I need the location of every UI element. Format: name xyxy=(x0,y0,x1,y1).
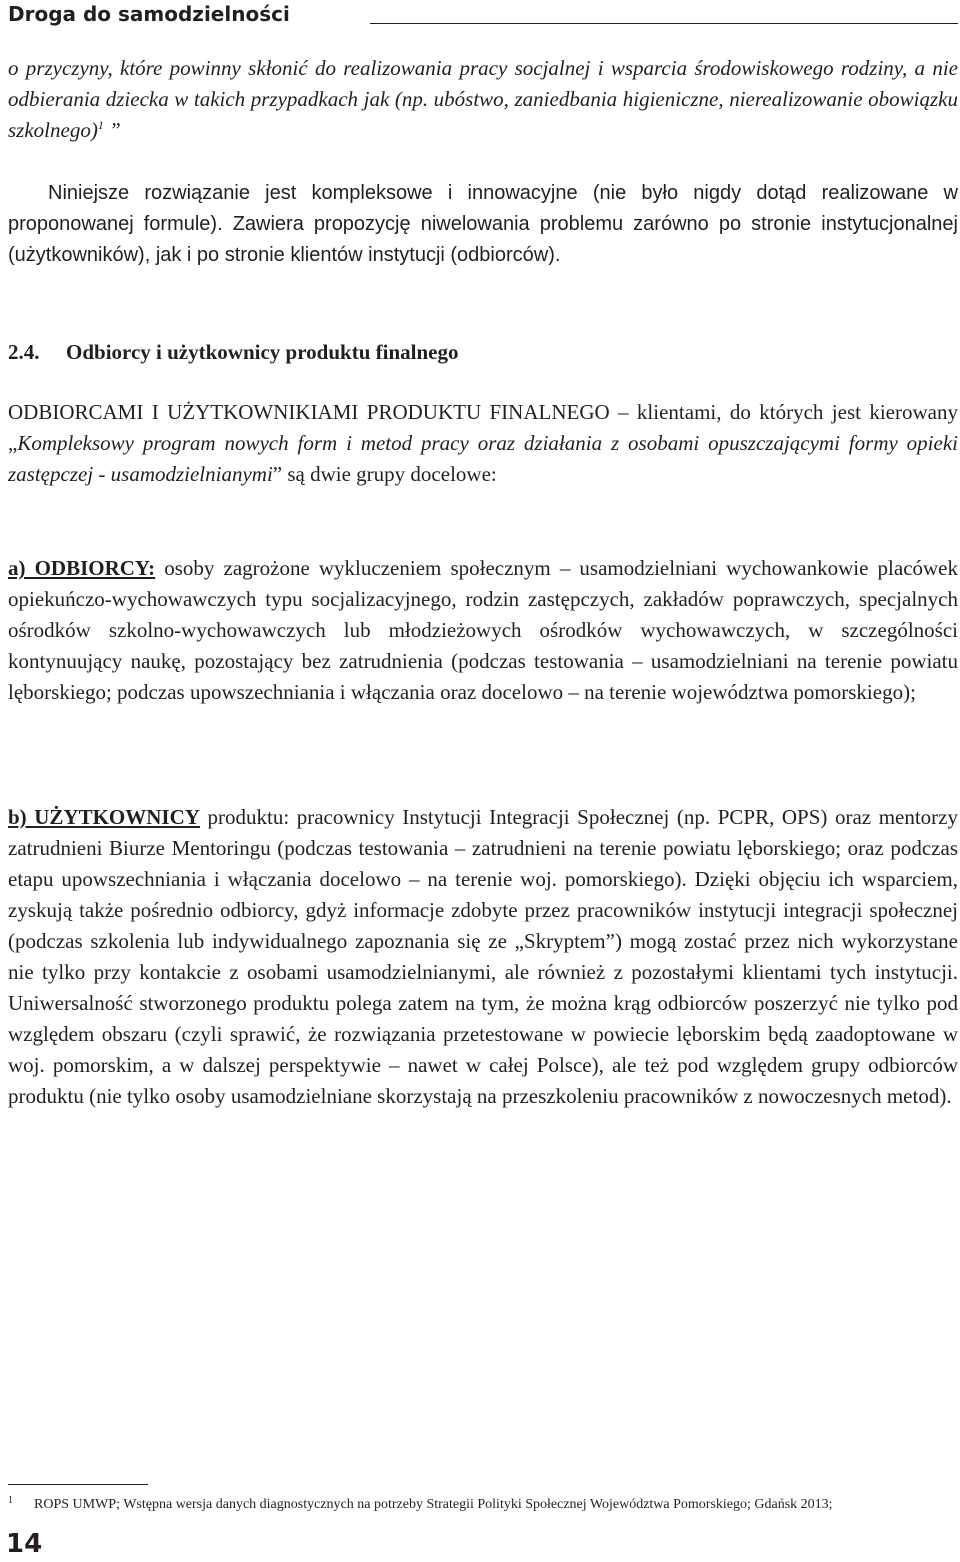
target-groups-tail: ” są dwie grupy docelowe: xyxy=(272,462,497,486)
recipients-paragraph xyxy=(8,553,958,708)
section-number: 2.4. xyxy=(8,340,40,364)
running-header xyxy=(8,2,958,26)
footnote-reference: 1 xyxy=(97,118,104,132)
quote-ending-paragraph xyxy=(8,53,958,146)
intro-paragraph: Niniejsze rozwiązanie jest kompleksowe i innowacyjne (nie było nigdy dotąd realizowane w proponowanej formule). Zawiera propozycję niwelowania problemu zarówno po stronie instytucjonalnej (użytkowników), jak i po stronie klientów instytucji (odbiorców). xyxy=(8,182,958,266)
target-groups-lead: ODBIORCAMI I UŻYTKOWNIKIAMI PRODUKTU FINALNEGO – klientami, do których jest kierowany „ xyxy=(8,400,958,455)
closing-quote: ” xyxy=(109,118,121,142)
users-text: produktu: pracownicy Instytucji Integracji Społecznej (np. PCPR, OPS) oraz mentorzy zatrudnieni Biurze Mentoringu (podczas testowania – zatrudnieni na terenie powiatu lęborskiego; oraz podczas etapu upowszechniania i włączania docelowo – na terenie woj. pomorskiego). Dzięki objęciu ich wsparciem, zyskują także pośrednio odbiorcy, gdyż informacje zdobyte przez pracowników instytucji integracji społecznej (podczas szkolenia lub indywidualnego zapoznania się ze „Skryptem”) mogą zostać przez nich wykorzystane nie tylko przy kontakcie z osobami usamodzielnianymi, ale również z pozostałymi klientami tych instytucji. Uniwersalność stworzonego produktu polega zatem na tym, że można krąg odbiorców poszerzyć nie tylko pod względem obszaru (czyli sprawić, że rozwiązania przetestowane w powiecie lęborskim będą zaadoptowane w woj. pomorskim, a w dalszej perspektywie – nawet w całej Polsce), ale też pod względem grupy odbiorców produktu (nie tylko osoby usamodzielniane skorzystają na przeszkoleniu pracowników z nowoczesnych metod). xyxy=(8,805,958,1108)
footnote-number: 1 xyxy=(8,1495,13,1506)
users-paragraph xyxy=(8,802,958,1112)
section-heading xyxy=(8,337,458,368)
users-label: b) UŻYTKOWNICY xyxy=(8,805,200,829)
running-header-title: Droga do samodzielności xyxy=(8,2,290,26)
target-groups-paragraph xyxy=(8,397,958,490)
section-title: Odbiorcy i użytkownicy produktu finalnego xyxy=(66,340,459,364)
footnote-text: ROPS UMWP; Wstępna wersja danych diagnostycznych na potrzeby Strategii Polityki Społecznej Województwa Pomorskiego; Gdańsk 2013; xyxy=(34,1497,833,1512)
footnote-rule xyxy=(8,1484,148,1485)
footnote xyxy=(8,1491,958,1515)
program-title: Kompleksowy program nowych form i metod pracy oraz działania z osobami opuszczającymi formy opieki zastępczej - usamodzielnianymi xyxy=(8,431,958,486)
header-rule xyxy=(370,23,958,24)
recipients-label: a) ODBIORCY: xyxy=(8,556,156,580)
page-number: 14 xyxy=(6,1529,43,1559)
recipients-text: osoby zagrożone wykluczeniem społecznym – usamodzielniani wychowankowie placówek opiekuńczo-wychowawczych typu socjalizacyjnego, rodzin zastępczych, zakładów poprawczych, specjalnych ośrodków szkolno-wychowawczych lub młodzieżowych ośrodków wychowawczych, w szczególności kontynuujący naukę, pozostający bez zatrudnienia (podczas testowania – usamodzielniani na terenie powiatu lęborskiego; podczas upowszechniania i włączania oraz docelowo – na terenie województwa pomorskiego); xyxy=(8,556,958,704)
quote-ending-text: o przyczyny, które powinny skłonić do realizowania pracy socjalnej i wsparcia środowiskowego rodziny, a nie odbierania dziecka w takich przypadkach jak (np. ubóstwo, zaniedbania higieniczne, nierealizowanie obowiązku szkolnego) xyxy=(8,56,958,142)
